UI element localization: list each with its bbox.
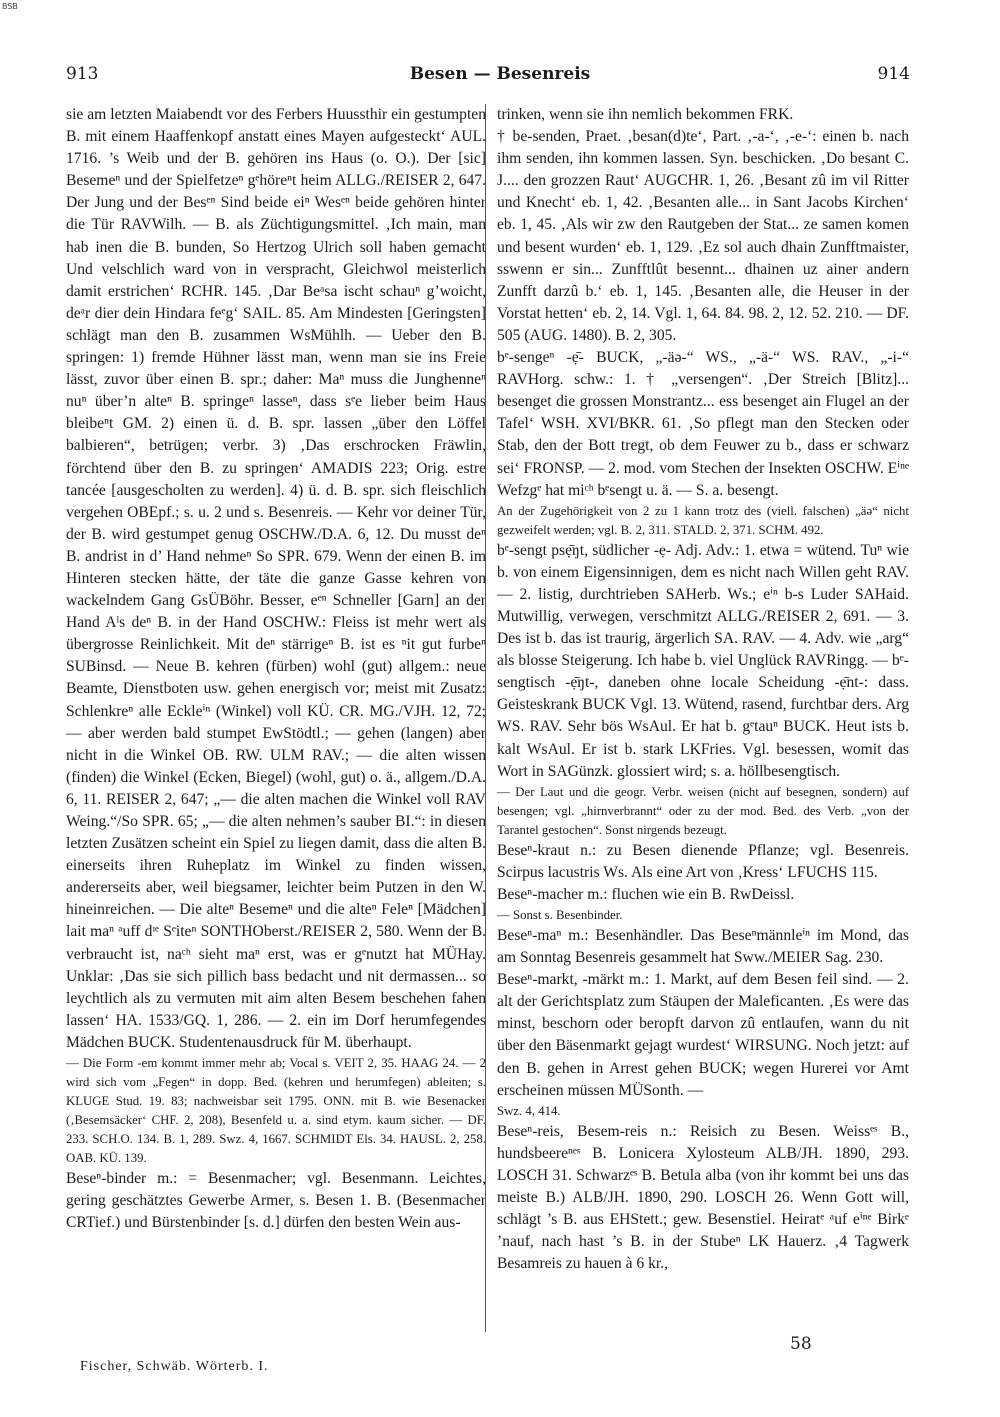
left-paragraph-main: sie am letzten Maiabendt vor des Ferbers Huussthir ein gestumpten B. mit einem Haaffenkopf anstatt eines Mayen aufgesteckt‘ AUL. 1716. ’s Weib und der B. gehören ins Haus (o. O.). Der [sic] Besemeⁿ und der Spielfetzeⁿ gᵉhöreⁿt heim ALLG./REISER 2, 647. Der Jung und der Besᵉⁿ Sind beide eiⁿ Wesᵉⁿ beide gehören hinter die Tür RAVWilh. — B. als Züchtigungsmittel. ‚Ich main, man hab inen die B. bunden, So Hertzog Ulrich soll haben gemacht Und velschlich ward von in verspracht, Gleichwol meisterlich damit erstrichen‘ RCHR. 145. ‚Dar Beᵃsa ischt schauⁿ g’woicht, deᵃr dier dein Hindara feᵉg‘ SAIL. 85. Am Mindesten [Geringsten] schlägt man den B. zusammen WsMühlh. — Ueber den B. springen: 1) fremde Hühner lässt man, wenn man sie ins Freie lässt, zuvor über einen B. spr.; daher: Maⁿ muss die Junghenneⁿ nuⁿ über’n alteⁿ B. springeⁿ lasseⁿ, dass sᵉe lieber beim Haus bleibeⁿt GM. 2) einen ü. d. B. spr. lassen „über den Löffel balbieren“, betrügen; verbr. 3) ‚Das erschrocken Fräwlin, förchtend über den B. zu springen‘ AMADIS 223; Orig. estre tancée [ausgescholten zu werden]. 4) ü. d. B. spr. sich fleischlich vergehen OBEpf.; s. u. 2 und s. Besenreis. — Kehr vor deiner Tür, der B. wird gestumpet genug OSCHW./D.A. 6, 12. Du musst deⁿ B. andrist in d’ Hand nehmeⁿ So SPR. 679. Wenn der einen B. im Hinteren stecken hätte, der täte die ganze Gasse kehren von wackelndem Gang GsÜBöhr. Besser, eᵉⁿ Schneller [Garn] an der Hand Aˡs deⁿ B. in der Hand OSCHW.: Fleiss ist mehr wert als übergrosse Reinlichkeit. Mit deⁿ stärrigeⁿ B. ist es ⁿit gut furbeⁿ SUBinsd. — Neue B. kehren (fürben) wohl (gut) allgem.: neue Beamte, Dienstboten usw. gehen energisch vor; meist mit Zusatz: Schlenkreⁿ alle Eckleⁱⁿ (Winkel) voll KÜ. CR. MG./VJH. 12, 72; — aber werden bald stumpet EwStödtl.; — gehen (langen) aber nicht in die Winkel OB. RW. ULM RAV.; — die alten wissen (finden) die Winkel (Ecken, Biegel) (wohl, gut) o. ä., allgem./D.A. 6, 11. REISER 2, 647; „— die alten machen die Winkel voll RAV Weing.“/So SPR. 65; „— die alten nehmen’s sauber BI.“: in diesen letzten Zusätzen scheint ein Spiel zu liegen damit, dass die alten B. einerseits ihren Ruheplatz im Winkel zu finden wissen, andererseits aber, weil biegsamer, leichter beim Putzen in den W. hineinreichen. — Die alteⁿ Besemeⁿ und die alteⁿ Feleⁿ [Mädchen] lait maⁿ ᵃuff dᶦᵉ Sᵉiteⁿ SONTHOberst./REISER 2, 580. Wenn der B. verbraucht ist, naᶜʰ sieht maⁿ erst, was er gᵉnutzt hat MÜHay. Unklar: ‚Das sie sich pillich bass bedacht und nit dermassen... so leychtlich als zu vermuten mit aim alten Besem beschehen fahen lassen‘ HA. 1533/GQ. 1, 286. — 2. ein im Dorf herumfegendes Mädchen BUCK. Studentenausdruck für M. überhaupt. [66, 106, 486, 1051]
entry-besenreis: Beseⁿ-reis, Besem-reis n.: Reisich zu Besen. Weissᵉˢ B., hundsbeereⁿᵉˢ B. Lonicera Xylosteum ALB/JH. 1890, 293. LOSCH 31. Schwarzᵉˢ B. Betula alba (von ihr kommt bei uns das meiste B.) ALB/JH. 1890, 290. LOSCH 26. Wenn Gott will, schlägt ’s B. aus EHStett.; gew. Besenstiel. Heiratᵉ ᵃuf eⁱⁿᵉ Birkᵉ ’nauf, nach hast ’s B. in der Stubeⁿ LK Hauerz. ‚4 Tagwerk Besamreis zu hauen à 6 kr., [497, 1122, 909, 1273]
right-column [497, 104, 909, 1275]
left-page-number: 913 [66, 64, 99, 84]
right-page-number: 914 [877, 64, 910, 84]
entry-besenbinder: Beseⁿ-binder m.: = Besenmacher; vgl. Besenmann. Leichtes, gering geschätztes Gewerbe Armer, s. Besen 1. B. (Besenmacher CRTief.) und Bürstenbinder [s. d.] dürfen den besten Wein aus- [66, 1170, 486, 1232]
note-besengen: An der Zugehörigkeit von 2 zu 1 kann trotz des (viell. falschen) „äə“ nicht gezweifelt werden; vgl. B. 2, 311. STALD. 2, 371. SCHM. 492. [497, 503, 909, 537]
entry-besengen: bᵉ-sengeⁿ -ẹ̄- BUCK, „-äə-“ WS., „-ä-“ WS. RAV., „-i-“ RAVHorg. schw.: 1. † „versengen“. ‚Der Streich [Blitz]... besenget die grossen Monstrantz... ess besenget ain Flugel an der Tafel‘ WSH. XVI/BKR. 61. ‚So pflegt man den Stecken oder Stab, den der Bott tregt, ob dem Feuwer zu b., dass er schwarz sei‘ FRONSP. — 2. mod. vom Stechen der Insekten OSCHW. Eⁱⁿᵉ Wefzgᵉ hat miᶜʰ bᵉsengt u. ä. — S. a. besengt. [497, 349, 909, 499]
right-continuation: trinken, wenn sie ihn nemlich bekommen FRK. [497, 106, 794, 123]
note-besengt: — Der Laut und die geogr. Verbr. weisen (nicht auf besegnen, sondern) auf besengen; vgl. „hirnverbrannt“ oder zu der mod. Bed. des Verb. „von der Tarantel gestochen“. Sonst nirgends bezeugt. [497, 784, 909, 837]
entry-besenmarkt: Beseⁿ-markt, -märkt m.: 1. Markt, auf dem Besen feil sind. — 2. alt der Gerichtsplatz zum Stäupen der Maleficanten. ‚Es were das minst, beschorn oder beropft darvon zû entlaufen, wann du nit über den Bäsenmarkt gejagt wurdest‘ WIRSUNG. Noch jetzt: auf den B. gehen in Arrest gehen BUCK; wegen Hurerei vor Amt erscheinen müssen MÜSonth. — [497, 971, 909, 1099]
running-title: Besen — Besenreis [409, 64, 591, 84]
printer-signature: Fischer, Schwäb. Wörterb. I. [80, 1359, 269, 1374]
column-divider [485, 104, 486, 1332]
left-column [66, 104, 486, 1234]
entry-besengt: bᵉ-sengt psẹ̄ŋt, südlicher -ẹ- Adj. Adv.: 1. etwa = wütend. Tuⁿ wie b. von einem Eigensinnigen, dem es nicht nach Willen geht RAV. — 2. listig, durchtrieben SAHerb. Ws.; eⁱⁿ b-s Luder SAHaid. Mutwillig, verwegen, verschmitzt ALLG./REISER 2, 691. — 3. Des ist b. das ist traurig, ärgerlich SA. RAV. — 4. Adv. wie „arg“ als blosse Steigerung. Ich habe b. viel Unglück RAVRingg. — bᵉ-sengtisch -ẹ̄ŋt-, daneben ohne locale Scheidung -ẹ̄nt-: dass. Geisteskrank BUCK Vgl. 13. Wütend, rasend, furchtbar ders. Arg WS. RAV. Sehr bös WsAul. Er hat b. gᵉtauⁿ BUCK. Heut ists b. kalt WsAul. Er ist b. stark LKFries. Vgl. besessen, womit das Wort in SAGünzk. glossiert wird; s. a. höllbesengtisch. [497, 541, 909, 780]
entry-besenmacher: Beseⁿ-macher m.: fluchen wie ein B. RwDeissl. [497, 885, 795, 903]
note-besenmarkt: Swz. 4, 414. [497, 1103, 561, 1118]
entry-besenkraut: Beseⁿ-kraut n.: zu Besen dienende Pflanze; vgl. Besenreis. Scirpus lacustris Ws. Als eine Art von ‚Kress‘ LFUCHS 115. [497, 841, 909, 881]
library-mark: BSB [2, 2, 18, 11]
entry-besenden: † be-senden, Praet. ‚besan(d)te‘, Part. ‚-a-‘, ‚-e-‘: einen b. nach ihm senden, ihn kommen lassen. Syn. beschicken. ‚Do besant C. J.... den grozzen Raut‘ AUGCHR. 1, 26. ‚Besant zû im vil Ritter und Knecht‘ eb. 1, 42. ‚Besanten alle... in Sant Jacobs Kirchen‘ eb. 1, 45. ‚Als wir zw den Rautgeben der Stat... ze samen komen und besent wurden‘ eb. 1, 129. ‚Ez sol auch dhain Zunfftmaister, sswenn er sin... Zunfftlût besennt... dhainen uz ainer andern Zunfft darzû b.‘ eb. 1, 145. ‚Besanten alle, die Heuser in der Vorstat hetten‘ eb. 2, 14. Vgl. 1, 64. 84. 98. 2, 12. 52. 210. — DF. 505 (AUG. 1480). B. 2, 305. [497, 128, 909, 344]
sheet-number: 58 [790, 1334, 812, 1354]
entry-besenman: Beseⁿ-maⁿ m.: Besenhändler. Das Beseⁿmännleⁱⁿ im Mond, das am Sonntag Besenreis gesammelt hat Sww./MEIER Sag. 230. [497, 927, 909, 967]
left-paragraph-note: — Die Form -em kommt immer mehr ab; Vocal s. VEIT 2, 35. HAAG 24. — 2 wird sich vom „Fegen“ in dopp. Bed. (kehren und herumfegen) ableiten; s. KLUGE Stud. 19. 83; nachweisbar seit 1795. ONN. mit B. wie Besenacker (‚Besemsäcker‘ CHF. 2, 208), Besenfeld u. a. sind etym. kaum sicher. — DF. 233. SCH.O. 134. B. 1, 289. Swz. 4, 1667. SCHMIDT Els. 34. HAUSL. 2, 258. OAB. KÜ. 139. [66, 1056, 486, 1166]
note-besenmacher: — Sonst s. Besenbinder. [497, 908, 623, 922]
